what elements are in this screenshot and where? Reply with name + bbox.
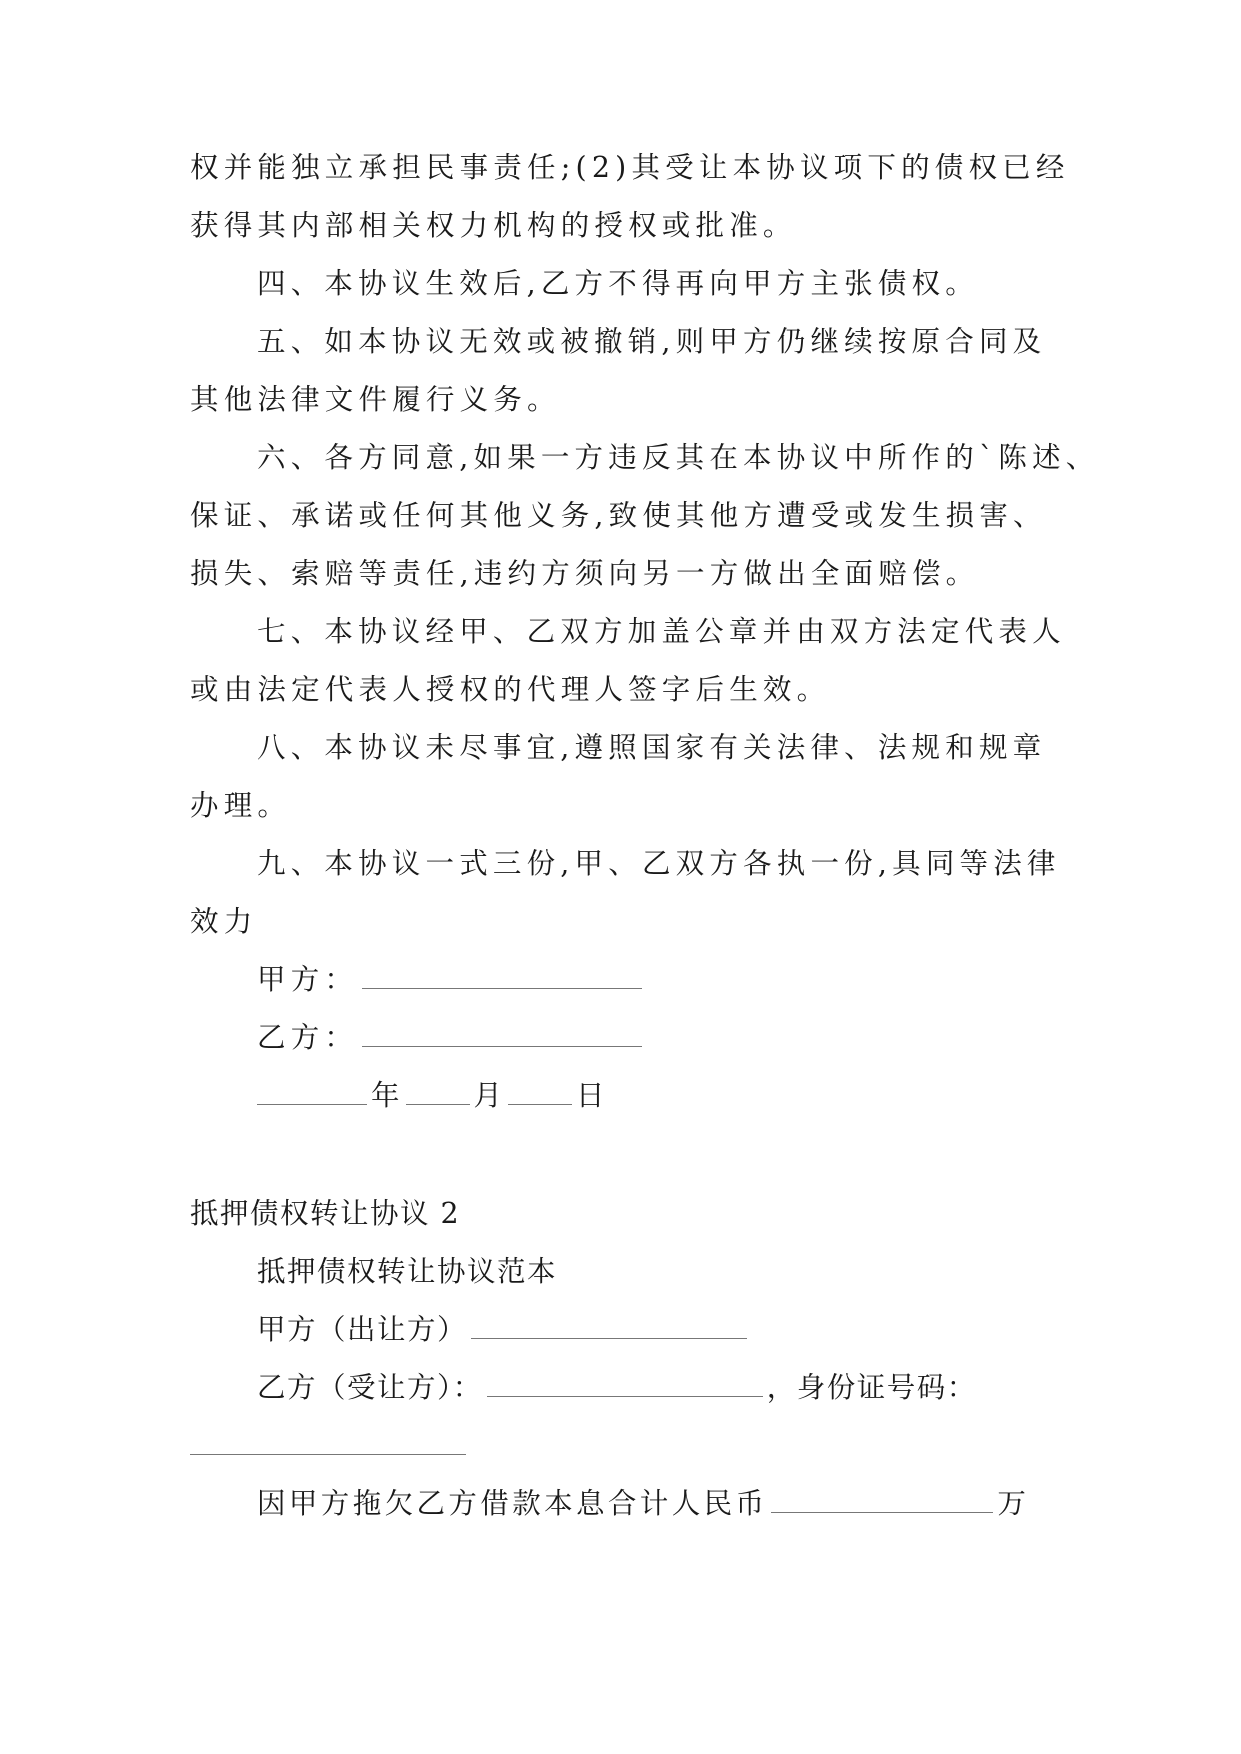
date-line [257,1078,607,1114]
clause-seven: 七、本协议经甲、乙双方加盖公章并由双方法定代表人 [257,615,1066,648]
month-label: 月 [473,1079,505,1112]
year-blank[interactable] [257,1080,367,1105]
party-b-label: 乙方： [257,1021,359,1054]
party-b-blank[interactable] [362,1022,642,1047]
clause-five: 五、如本协议无效或被撤销,则甲方仍继续按原合同及 [257,325,1047,358]
amount-unit: 万 [997,1487,1030,1520]
amount-blank[interactable] [771,1488,993,1513]
clause-eight: 八、本协议未尽事宜,遵照国家有关法律、法规和规章 [257,731,1047,764]
clause-six: 六、各方同意,如果一方违反其在本协议中所作的`陈述、 [257,441,1100,474]
party-a-transferor-label: 甲方（出让方） [257,1313,468,1346]
party-b-signature [257,1020,646,1056]
party-a-blank[interactable] [362,964,642,989]
paragraph-line: 效力 [190,905,258,938]
paragraph-line: 损失、索赔等责任,违约方须向另一方做出全面赔偿。 [190,557,980,590]
party-a-signature [257,962,646,998]
section-subtitle: 抵押债权转让协议范本 [257,1255,558,1288]
id-number-field [190,1428,470,1464]
paragraph-line: 或由法定代表人授权的代理人签字后生效。 [190,673,831,706]
id-number-blank[interactable] [190,1430,466,1455]
day-label: 日 [576,1079,607,1112]
party-b-transferee-blank[interactable] [487,1372,763,1397]
paragraph-line: 办理。 [190,789,292,822]
party-b-field [257,1370,977,1406]
month-blank[interactable] [406,1080,470,1105]
clause-nine: 九、本协议一式三份,甲、乙双方各执一份,具同等法律 [257,847,1061,880]
debt-clause-text: 因甲方拖欠乙方借款本息合计人民币 [257,1487,768,1520]
party-a-label: 甲方： [257,963,359,996]
id-number-label: ，身份证号码： [766,1371,977,1404]
paragraph-line: 获得其内部相关权力机构的授权或批准。 [190,209,797,242]
party-b-transferee-label: 乙方（受让方）： [257,1371,483,1404]
paragraph-line: 保证、承诺或任何其他义务,致使其他方遭受或发生损害、 [190,499,1047,532]
party-a-transferor-blank[interactable] [471,1314,747,1339]
section-title: 抵押债权转让协议 2 [190,1197,461,1230]
year-label: 年 [371,1079,402,1112]
paragraph-line: 其他法律文件履行义务。 [190,383,561,416]
party-a-field [257,1312,751,1348]
day-blank[interactable] [508,1080,572,1105]
debt-clause [257,1486,1029,1522]
paragraph-line: 权并能独立承担民事责任;(2)其受让本协议项下的债权已经 [190,151,1070,184]
clause-four: 四、本协议生效后,乙方不得再向甲方主张债权。 [257,267,979,300]
